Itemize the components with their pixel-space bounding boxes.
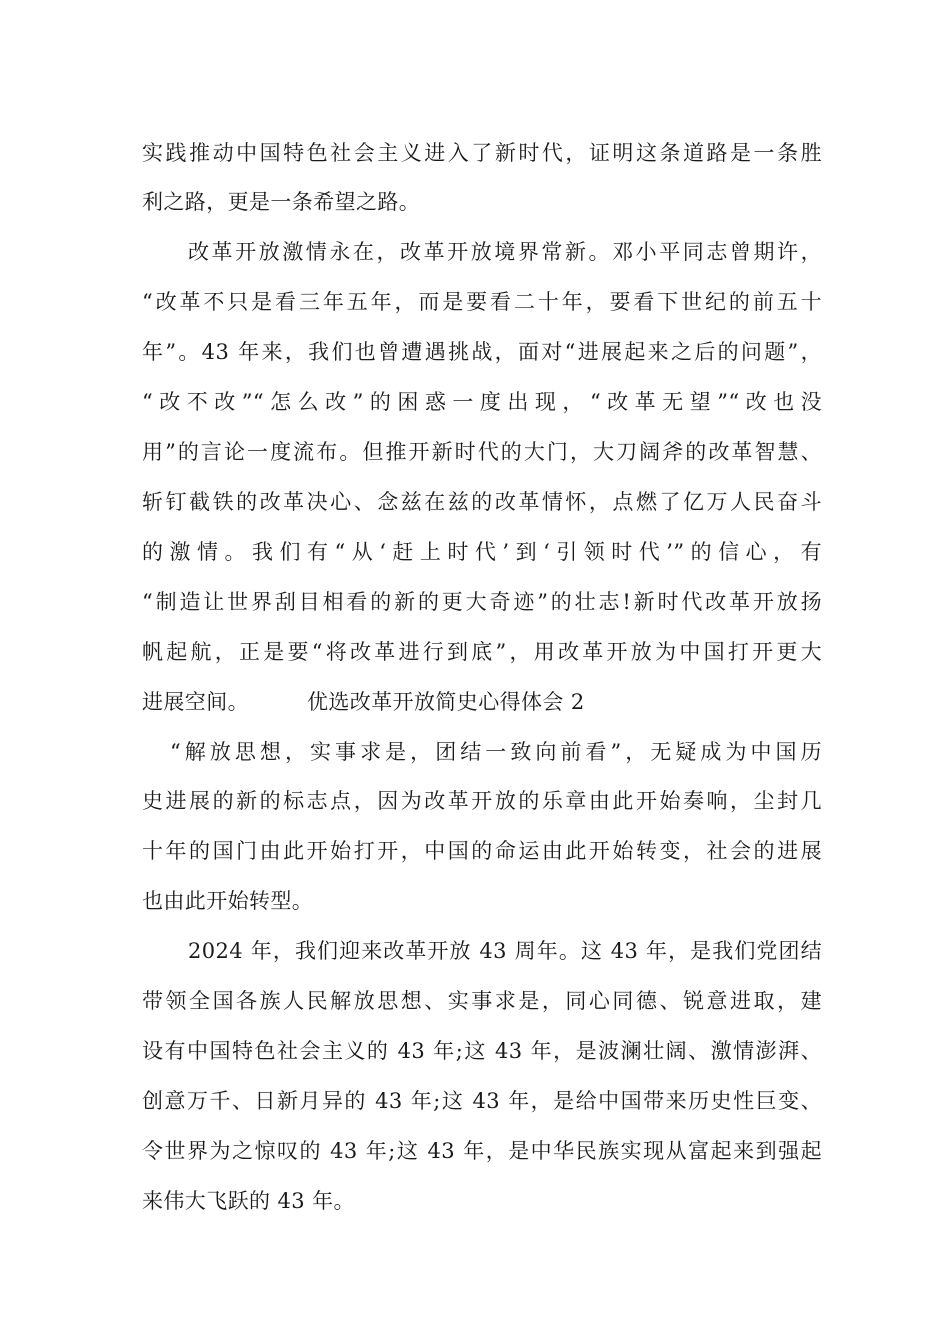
- text-line: 帆起航，正是要“将改革进行到底”，用改革开放为中国打开更大: [142, 640, 822, 664]
- text-line: 设有中国特色社会主义的 43 年;这 43 年，是波澜壮阔、激情澎湃、: [142, 1039, 822, 1063]
- text-line: 令世界为之惊叹的 43 年;这 43 年，是中华民族实现从富起来到强起: [142, 1139, 822, 1163]
- text-line: 利之路，更是一条希望之路。: [142, 190, 421, 214]
- text-line: 年”。43 年来，我们也曾遭遇挑战，面对“进展起来之后的问题”，: [142, 340, 822, 364]
- text-line: “制造让世界刮目相看的新的更大奇迹”的壮志!新时代改革开放扬: [142, 590, 822, 614]
- text-line: 带领全国各族人民解放思想、实事求是，同心同德、锐意进取，建: [142, 989, 822, 1013]
- section-heading: 优选改革开放简史心得体会 2: [307, 690, 585, 714]
- text-line: “改不改”“怎么改”的困惑一度出现，“改革无望”“改也没: [142, 390, 822, 414]
- text-fragment: 进展空间。: [142, 690, 249, 714]
- text-line: “解放思想，实事求是，团结一致向前看”，无疑成为中国历: [170, 740, 822, 764]
- text-line: 也由此开始转型。: [142, 889, 314, 913]
- text-line: 的激情。我们有“从‘赶上时代’到‘引领时代’”的信心，有: [142, 540, 822, 564]
- text-line: 十年的国门由此开始打开，中国的命运由此开始转变，社会的进展: [142, 839, 822, 863]
- text-line: 创意万千、日新月异的 43 年;这 43 年，是给中国带来历史性巨变、: [142, 1089, 822, 1113]
- text-line: 改革开放激情永在，改革开放境界常新。邓小平同志曾期许，: [188, 240, 822, 264]
- text-line: [142, 682, 822, 722]
- text-line: 实践推动中国特色社会主义进入了新时代，证明这条道路是一条胜: [142, 141, 822, 165]
- text-line: 斩钉截铁的改革决心、念兹在兹的改革情怀，点燃了亿万人民奋斗: [142, 490, 822, 514]
- text-line: 2024 年，我们迎来改革开放 43 周年。这 43 年，是我们党团结: [188, 939, 822, 963]
- text-line: 史进展的新的标志点，因为改革开放的乐章由此开始奏响，尘封几: [142, 789, 822, 813]
- text-line: 来伟大飞跃的 43 年。: [142, 1189, 355, 1213]
- text-line: “改革不只是看三年五年，而是要看二十年，要看下世纪的前五十: [142, 290, 822, 314]
- text-line: 用”的言论一度流布。但推开新时代的大门，大刀阔斧的改革智慧、: [142, 440, 822, 464]
